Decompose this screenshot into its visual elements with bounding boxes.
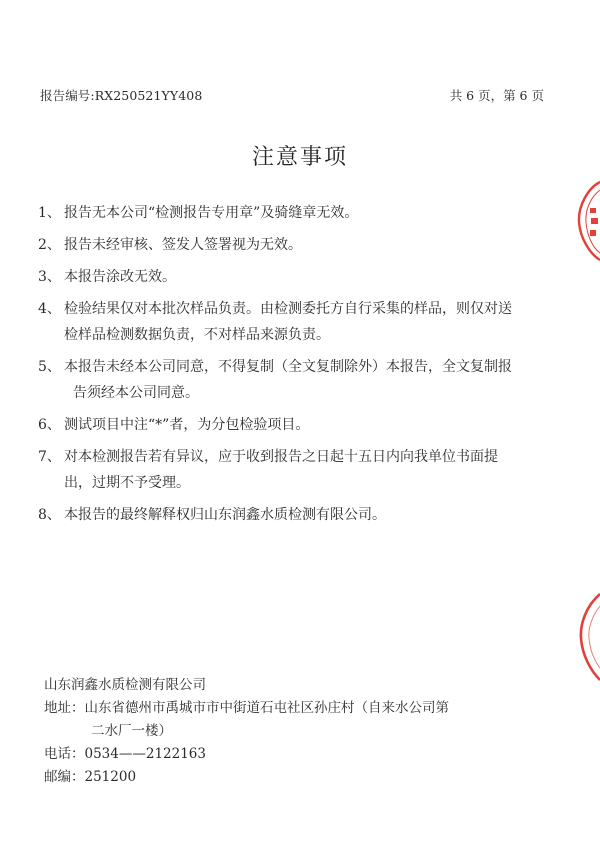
notice-item-2 xyxy=(38,232,558,258)
notice-item-8 xyxy=(38,502,558,528)
company-name: 山东润鑫水质检测有限公司 xyxy=(44,677,206,693)
phone-line: 电话：0534——2122163 xyxy=(44,746,206,762)
page-indicator: 共 6 页，第 6 页 xyxy=(449,88,544,103)
notice-number: 3、 xyxy=(38,269,61,285)
notice-number: 6、 xyxy=(38,417,61,433)
notice-text: 检验结果仅对本批次样品负责。由检测委托方自行采集的样品，则仅对送 xyxy=(64,301,512,317)
notice-item-6 xyxy=(38,412,558,438)
notice-number: 1、 xyxy=(38,205,61,221)
seal-fragment-icon xyxy=(574,592,600,682)
address-line-cont: 二水厂一楼） xyxy=(91,723,172,739)
notice-item-7 xyxy=(38,444,558,496)
notice-number: 5、 xyxy=(38,359,61,375)
notice-item-5 xyxy=(38,354,558,406)
report-number: 报告编号:RX250521YY408 xyxy=(40,88,203,103)
notice-text: 报告无本公司“检测报告专用章”及骑缝章无效。 xyxy=(64,205,359,221)
notice-text: 报告未经审核、签发人签署视为无效。 xyxy=(64,237,302,253)
notice-number: 2、 xyxy=(38,237,61,253)
notice-number: 7、 xyxy=(38,449,61,465)
page-title: 注意事项 xyxy=(251,145,348,170)
notice-text-cont: 告须经本公司同意。 xyxy=(73,385,199,401)
notice-item-3 xyxy=(38,264,558,290)
notice-text: 本报告的最终解释权归山东润鑫水质检测有限公司。 xyxy=(64,507,386,523)
notice-text: 测试项目中注“*”者，为分包检验项目。 xyxy=(64,417,310,433)
notice-number: 4、 xyxy=(38,301,61,317)
notice-text-cont: 检样品检测数据负责，不对样品来源负责。 xyxy=(64,327,330,343)
notice-number: 8、 xyxy=(38,507,61,523)
postcode-line: 邮编：251200 xyxy=(44,769,137,785)
seal-fragment-icon xyxy=(570,178,600,264)
notice-text: 本报告涂改无效。 xyxy=(64,269,176,285)
contact-block xyxy=(44,674,564,789)
notice-item-1 xyxy=(38,200,558,226)
notice-item-4 xyxy=(38,296,558,348)
notice-text: 对本检测报告若有异议，应于收到报告之日起十五日内向我单位书面提 xyxy=(64,449,498,465)
address-line: 地址：山东省德州市禹城市市中街道石屯社区孙庄村（自来水公司第 xyxy=(44,700,449,716)
notice-text: 本报告未经本公司同意，不得复制（全文复制除外）本报告，全文复制报 xyxy=(64,359,512,375)
notice-text-cont: 出，过期不予受理。 xyxy=(64,475,190,491)
notice-list xyxy=(38,200,558,528)
